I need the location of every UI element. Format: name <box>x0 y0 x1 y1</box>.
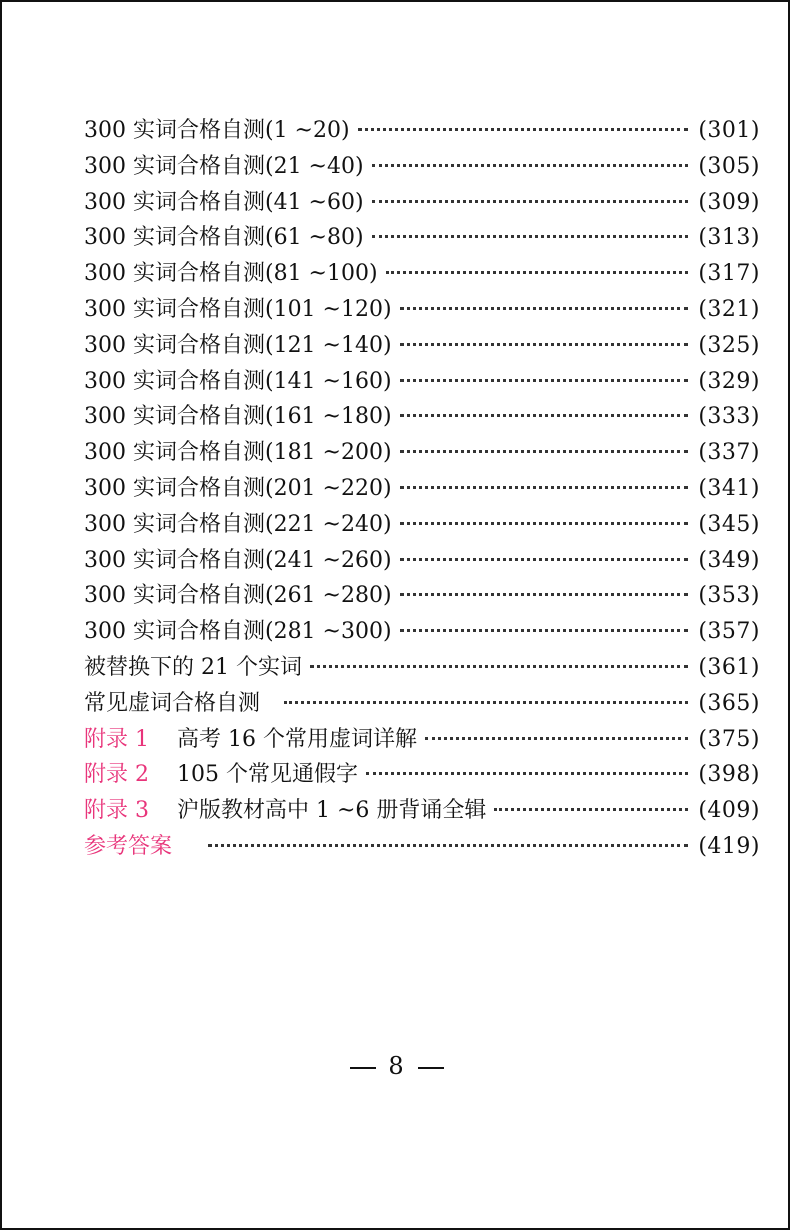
dot-leader <box>400 592 689 596</box>
page-number: 8 <box>388 1052 406 1080</box>
dot-leader <box>400 306 689 310</box>
page-footer <box>2 1052 790 1080</box>
toc-entry <box>84 364 760 400</box>
toc-entry-page: (357) <box>698 619 760 645</box>
toc-entry-title: 300 实词合格自测(21 ~40) <box>84 153 364 179</box>
appendix-title: 高考 16 个常用虚词详解 <box>177 726 417 752</box>
dot-leader <box>400 628 689 632</box>
dot-leader <box>372 234 689 238</box>
appendix-title: 沪版教材高中 1 ~6 册背诵全辑 <box>177 798 487 824</box>
dot-leader <box>400 521 689 525</box>
toc-entry-page: (365) <box>698 690 760 716</box>
toc-entry-page: (345) <box>698 511 760 537</box>
toc-entry <box>84 614 760 650</box>
dot-leader <box>358 127 689 131</box>
appendix-page: (375) <box>698 726 760 752</box>
dot-leader <box>386 270 689 274</box>
toc-entry-title: 300 实词合格自测(221 ~240) <box>84 511 392 537</box>
toc-entry <box>84 399 760 435</box>
dot-leader <box>372 163 689 167</box>
toc-entry <box>84 507 760 543</box>
toc-entry-title: 300 实词合格自测(101 ~120) <box>84 296 392 322</box>
toc-entry-title: 常见虚词合格自测 <box>84 690 261 716</box>
answers-page: (419) <box>698 833 760 859</box>
toc-entry-page: (329) <box>698 368 760 394</box>
toc-entry-page: (321) <box>698 296 760 322</box>
dot-leader <box>366 771 688 775</box>
toc-entry <box>84 220 760 256</box>
toc-entry-page: (305) <box>698 153 760 179</box>
toc-entry-page: (349) <box>698 547 760 573</box>
toc-entry <box>84 149 760 185</box>
dot-leader <box>400 413 689 417</box>
dot-leader <box>425 736 688 740</box>
toc-entry-title: 300 实词合格自测(1 ~20) <box>84 118 350 143</box>
appendix-entry <box>84 722 760 758</box>
dot-leader <box>400 485 689 489</box>
appendix-label: 附录 3 <box>84 798 149 824</box>
footer-dash-right <box>418 1067 444 1069</box>
toc-entry <box>84 686 760 722</box>
toc-entry-page: (325) <box>698 332 760 358</box>
toc-entry <box>84 328 760 364</box>
toc-entry-page: (337) <box>698 440 760 466</box>
toc-entry-page: (353) <box>698 583 760 609</box>
toc-entry-title: 300 实词合格自测(241 ~260) <box>84 547 392 573</box>
toc-entry-title: 300 实词合格自测(181 ~200) <box>84 440 392 466</box>
dot-leader <box>372 199 689 203</box>
dot-leader <box>310 664 688 668</box>
table-of-contents <box>84 113 760 865</box>
toc-entry-page: (309) <box>698 189 760 215</box>
answers-entry <box>84 829 760 865</box>
answers-title: 参考答案 <box>84 833 173 859</box>
toc-entry-title: 300 实词合格自测(141 ~160) <box>84 368 392 394</box>
toc-entry <box>84 578 760 614</box>
toc-entry-title: 300 实词合格自测(161 ~180) <box>84 404 392 430</box>
appendix-title: 105 个常见通假字 <box>177 762 358 788</box>
toc-entry-title: 300 实词合格自测(61 ~80) <box>84 225 364 251</box>
dot-leader <box>400 557 689 561</box>
toc-entry-title: 300 实词合格自测(261 ~280) <box>84 583 392 609</box>
dot-leader <box>494 807 688 811</box>
toc-entry-title: 被替换下的 21 个实词 <box>84 654 302 680</box>
dot-leader <box>400 449 689 453</box>
dot-leader <box>284 700 688 704</box>
toc-entry-page: (341) <box>698 475 760 501</box>
toc-entry-title: 300 实词合格自测(281 ~300) <box>84 619 392 645</box>
dot-leader <box>400 342 689 346</box>
appendix-page: (409) <box>698 798 760 824</box>
toc-entry-page: (361) <box>698 654 760 680</box>
toc-entry-page: (317) <box>698 261 760 287</box>
toc-entry <box>84 435 760 471</box>
footer-dash-left <box>350 1067 376 1069</box>
toc-entry <box>84 650 760 686</box>
toc-entry-title: 300 实词合格自测(201 ~220) <box>84 475 392 501</box>
toc-entry <box>84 185 760 221</box>
toc-entry <box>84 292 760 328</box>
toc-entry-title: 300 实词合格自测(81 ~100) <box>84 261 378 287</box>
toc-entry <box>84 113 760 149</box>
toc-entry-page: (333) <box>698 404 760 430</box>
toc-entry-page: (301) <box>698 118 760 143</box>
appendix-entry <box>84 793 760 829</box>
toc-entry <box>84 471 760 507</box>
toc-entry-page: (313) <box>698 225 760 251</box>
toc-entry-title: 300 实词合格自测(41 ~60) <box>84 189 364 215</box>
toc-entry <box>84 543 760 579</box>
appendix-entry <box>84 757 760 793</box>
appendix-label: 附录 2 <box>84 762 149 788</box>
toc-entry-title: 300 实词合格自测(121 ~140) <box>84 332 392 358</box>
appendix-page: (398) <box>698 762 760 788</box>
dot-leader <box>208 843 688 847</box>
toc-entry <box>84 256 760 292</box>
dot-leader <box>400 378 689 382</box>
appendix-label: 附录 1 <box>84 726 149 752</box>
